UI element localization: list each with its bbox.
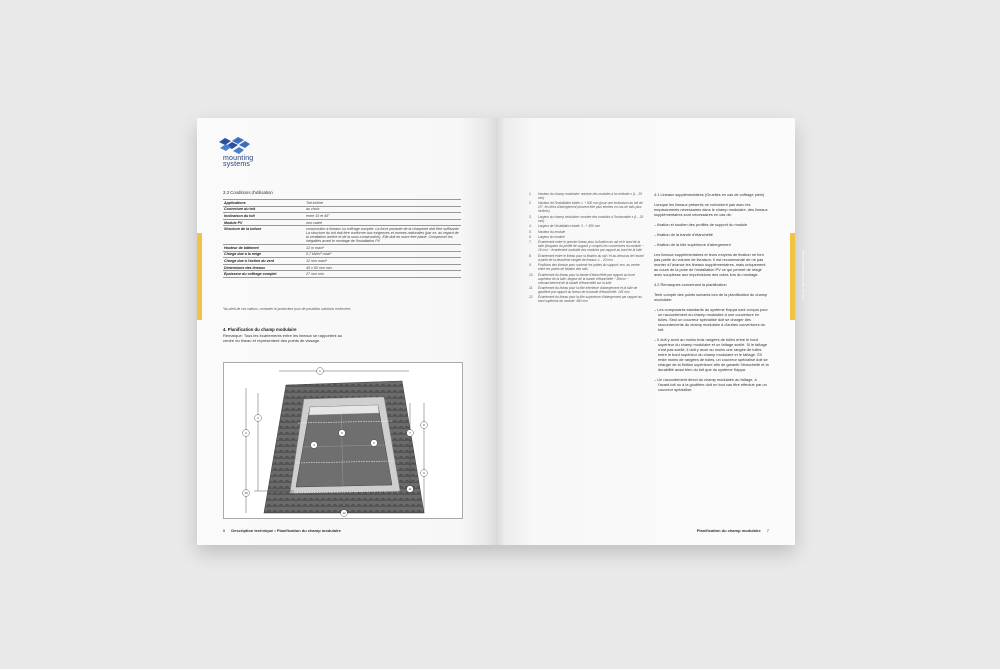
step-text: Largeur du champ modulaire: nombre des modules à l'horizontale x (L - 20 mm) [538, 214, 644, 223]
condition-label: Applications [223, 200, 305, 207]
list-item [529, 215, 644, 223]
condition-label: Dimensions des lineaux [223, 264, 305, 271]
roof-drawing [224, 363, 462, 518]
list-item [529, 254, 644, 262]
list-item [529, 240, 644, 252]
step-number: 7. [529, 240, 532, 245]
left-section-tab: Planung · Beschreibung des Montage [197, 233, 202, 320]
step-text: Écartement du lineau pour la tôle inférieure d'abergement et la tuile de gouttière par rapport au lineau de la bande d'étanchéité: 145 mm [538, 285, 638, 294]
left-footer: 6 Description technique • Planification du champ modulaire [223, 528, 341, 533]
right-footer: Planification du champ modulaire 7 [696, 528, 769, 533]
callout-label: 12 [342, 511, 346, 516]
planning-remark: Remarque: Tous les écartements entre les lineaux se rapportent au centre du lineau et représentent des points de vissage. [223, 333, 343, 343]
step-number: 6. [529, 234, 532, 239]
callout-label: 10 [244, 491, 248, 496]
step-text: Hauteur du champ modulaire: nombre des modules à la verticale x (L - 25 mm) [538, 192, 642, 200]
condition-label: Charge due à la neige [223, 251, 305, 258]
step-number: 5. [529, 229, 532, 234]
bullet-item: – fixation de la bande d'étanchéité [654, 232, 713, 237]
planning-remarks-intro: Tenir compte des points suivants lors de la planification du champ modulaire: [654, 292, 768, 302]
callout-label: 9 [423, 471, 425, 476]
table-row [223, 271, 461, 278]
table-footnote: *Au-delà de ces valeurs, contacter le producteur pour de possibles solutions renforcées [223, 307, 351, 311]
condition-value: entre 15 et 45° [305, 213, 461, 220]
planning-bullets [654, 307, 769, 392]
condition-value: construction à lineaux ou coffrage complet. La force portante de la charpente doit être suffisante. La structure du toit doit être conforme aux exigences et normes nationales (par ex. au regard de la ventilation arrière et de la sous-construction). Elle doit en outre être plane. Compenser les inégalités avant le montage de l'installation PV [306, 227, 460, 244]
bullet-item: – fixation de la tôle supérieure d'abergement [654, 242, 731, 247]
list-item [529, 224, 644, 228]
bullet-item: – Il doit y avoir au moins trois rangées de tuiles entre le bord supérieur du champ modulaire et un faîtage scellé. Si le faîtage n'est pas scellé, il doit y avoir au moins une rangée de tuiles entre le bord supérieur du champ modulaire et le faîtage. S'il reste moins de rangées de tuiles, un couvreur spécialisé doit se charger de la finition supérieure afin de garantir l'étanchéité et la durabilité aussi bien du toit que du système Kappa. [654, 337, 769, 372]
right-column [654, 192, 769, 397]
step-text: Largeur de l'installation totale: 3 - + 500 mm [538, 224, 601, 229]
conditions-table [223, 199, 461, 278]
callout-label: 11 [408, 487, 412, 492]
callout-label: 4 [313, 443, 315, 448]
brand-logo [217, 136, 254, 168]
bullet-item: – fixation et soutien des profilés de support du module [654, 222, 748, 227]
condition-label: Épaisseur du coffrage complet [223, 271, 305, 278]
condition-label: Inclinaison du toit [223, 213, 305, 220]
brand-name: mounting systems [223, 155, 254, 168]
table-row [223, 206, 461, 213]
step-text: Écartement entre le lineau pour la fixation du rail / et au-dessous de l'avant à partir de la deuxième rangée de lineaux: L - 20 mm [538, 253, 644, 262]
logo-mark-icon [217, 136, 251, 156]
step-number: 3. [529, 214, 532, 219]
right-section-tab: Planung · Beschreibung des Montage [790, 233, 795, 320]
condition-value: non cadré [305, 219, 461, 226]
additional-battens-title: 4.1 Lineaux supplémentaires (Gruelles en cas de coffrage plein) [654, 192, 765, 197]
step-text: Écartement du lineau pour la tôle supérieure d'abergement par rapport au bord supérieur du module: 480 mm [538, 295, 642, 304]
step-text: Hauteur de l'installation totale: L + 600 mm (pour une inclinaison au toit de 10°, les tôles d'abergement peuvent être plus étroites en cas de toits plus inclinés) [538, 201, 643, 214]
list-item [529, 263, 644, 271]
callout-label: 5 [373, 441, 375, 446]
additional-battens-note: Les lineaux supplémentaires et leurs moyens de fixation ne font pas partie du volume de livraison. Il est recommandé de ne pas monter à l'avance les lineaux supplémentaires, mais uniquement au cours de la pose de l'installation PV ce qui permet de réagir avec souplesse aux imprécisions des cotes lors du montage. [654, 252, 766, 277]
table-row [223, 258, 461, 265]
list-item [529, 286, 644, 294]
callout-label: 7 [409, 431, 411, 436]
callout-label: 1 [319, 369, 321, 374]
step-number: 4. [529, 224, 532, 229]
table-row [223, 226, 461, 245]
table-row [223, 251, 461, 258]
step-number: 8. [529, 253, 532, 258]
condition-label: Hauteur de bâtiment [223, 244, 305, 251]
condition-value: 40 x 60 mm min. [305, 264, 461, 271]
list-item [529, 235, 644, 239]
table-row [223, 219, 461, 226]
step-number: 12. [529, 295, 534, 300]
section-title: 3.3 Conditions d'utilisation [223, 190, 273, 195]
roof-layout-diagram [223, 362, 463, 519]
callout-label: 2 [245, 431, 247, 436]
list-item [529, 192, 644, 200]
left-page [197, 118, 496, 545]
condition-label: Couverture du toit [223, 206, 305, 213]
batten-bullets [654, 222, 769, 247]
planning-heading: 4. Planification du champ modulaire [223, 327, 297, 332]
open-brochure [197, 118, 806, 545]
callout-label: 6 [341, 431, 343, 436]
step-text: Positions des lineaux pour soutenir les pattes du support: env. au centre entre les points de fixation des rails [538, 263, 640, 272]
condition-value: 12 m maxi* [305, 244, 461, 251]
condition-value: 12 mm maxi* [305, 258, 461, 265]
list-item [529, 201, 644, 213]
bullet-item: – Les composants standards du système Kappa sont conçus pour un raccordement du champ modulaire à une couverture en tuiles. Seul un couvreur spécialisé doit se charger des raccordements du champ modulaire à d'autres couvertures du toit. [654, 307, 768, 332]
condition-value: 0,7 kN/m² maxi* [305, 251, 461, 258]
list-item [529, 295, 644, 303]
step-text: Écartement entre le premier lineau pour la fixation du rail et le bord de la tuile (longueur du profilé de support y compris les couvertures du module ~ 16 mm ~ écartement souhaité des modules par rapport au bord de la tuile [538, 240, 644, 253]
condition-label: Module PV [223, 219, 305, 226]
right-page [496, 118, 806, 545]
step-number: 1. [529, 192, 532, 196]
step-text: Hauteur du module [538, 229, 566, 234]
condition-label: Structure de la toiture [223, 226, 305, 245]
condition-label: Charge due à l'action du vent [223, 258, 305, 265]
planning-remarks-title: 4.2 Remarques concernant la planification [654, 282, 727, 287]
condition-value: au choix [305, 206, 461, 213]
table-row [223, 244, 461, 251]
table-row [223, 200, 461, 207]
table-row [223, 213, 461, 220]
condition-value: 27 mm min. [305, 271, 461, 278]
list-item [529, 273, 644, 285]
step-number: 10. [529, 272, 534, 277]
step-text: Écartement du lineau pour la bande d'étanchéité par rapport au bord supérieur de la tuile: largeur de la bande d'étanchéité ~ 80mm ~ chevauchement de la bande d'étanchéité sur la tuile [538, 272, 635, 285]
bullet-item: – Un raccordement direct du champ modulaire au faîtage, à l'avant-toit ou à la gouttière doit en tout cas être effectué par un couvreur spécialisé. [654, 377, 767, 392]
dimension-steps-list [529, 192, 644, 305]
step-text: Largeur du module [538, 234, 565, 239]
additional-battens-intro: Lorsque les lineaux présents ne coïncident pas avec les emplacements nécessaires dans le champ modulaire, des lineaux supplémentaires sont nécessaires en cas de: [654, 202, 768, 217]
condition-value: Toit incliné [305, 200, 461, 207]
callout-label: 3 [257, 416, 259, 421]
step-number: 11. [529, 285, 534, 290]
table-row [223, 264, 461, 271]
step-number: 2. [529, 201, 532, 206]
list-item [529, 230, 644, 234]
step-number: 9. [529, 263, 532, 268]
callout-label: 8 [423, 423, 425, 428]
